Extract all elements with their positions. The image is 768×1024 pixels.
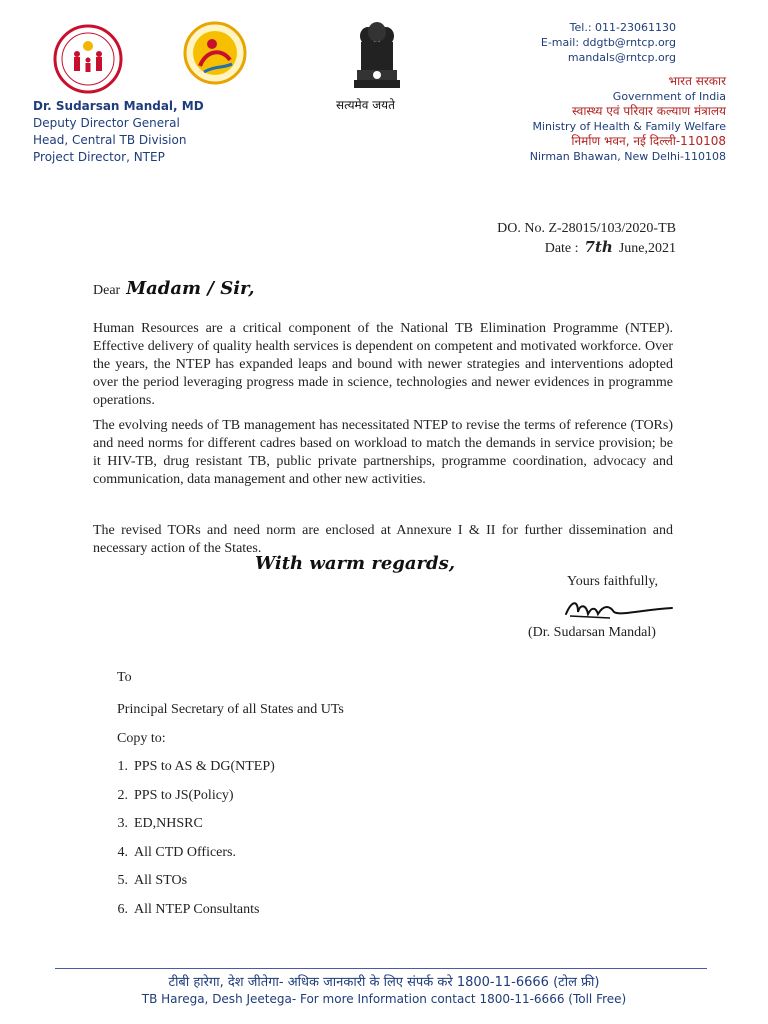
officer-designation-2: Head, Central TB Division — [33, 133, 187, 147]
list-item — [112, 816, 275, 845]
officer-name: Dr. Sudarsan Mandal, MD — [33, 99, 204, 113]
govt-english-3: Nirman Bhawan, New Delhi-110108 — [529, 150, 726, 163]
officer-block — [33, 98, 204, 166]
list-item-number: 4. — [117, 844, 128, 860]
list-item — [112, 759, 275, 788]
body-paragraph-1: Human Resources are a critical component of the National TB Elimination Programme (NTEP). Effective delivery of quality health services is dependent on competent and motivated workforce. Over the years, the NTEP has expanded leaps and bound with newer strategies and interventions adopted over the period leveraging progress made in science, technologies and newer evidences in programme operations. — [93, 321, 673, 408]
govt-hindi-1: भारत सरकार — [668, 74, 726, 88]
list-item-text: All CTD Officers. — [134, 844, 236, 860]
signer-name: (Dr. Sudarsan Mandal) — [528, 625, 656, 640]
government-block — [530, 74, 726, 164]
govt-english-1: Government of India — [612, 90, 726, 103]
closing: Yours faithfully, — [567, 574, 659, 589]
list-item — [112, 902, 275, 931]
salutation — [93, 278, 254, 299]
nhm-logo-icon — [44, 24, 132, 94]
govt-hindi-2: स्वास्थ्य एवं परिवार कल्याण मंत्रालय — [571, 104, 726, 118]
salutation-handwritten: Madam / Sir, — [126, 278, 255, 299]
govt-english-2: Ministry of Health & Family Welfare — [532, 120, 726, 133]
list-item — [112, 845, 275, 874]
officer-designation-1: Deputy Director General — [33, 116, 180, 130]
date-label: Date : — [544, 241, 579, 256]
contact-tel: Tel.: 011-23061130 — [569, 21, 676, 34]
do-number: DO. No. Z-28015/103/2020-TB — [497, 221, 676, 236]
body-paragraph-3: The revised TORs and need norm are enclosed at Annexure I & II for further dissemination and necessary action of the States. — [93, 523, 673, 556]
list-item-text: All NTEP Consultants — [134, 901, 260, 917]
list-item-number: 2. — [117, 787, 128, 803]
state-emblem-icon — [348, 22, 406, 94]
list-item — [112, 788, 275, 817]
list-item-number: 5. — [117, 873, 128, 889]
copy-to-label: Copy to: — [117, 731, 166, 746]
ntep-logo-icon — [182, 20, 248, 86]
list-item-number: 1. — [117, 759, 128, 774]
list-item — [112, 873, 275, 902]
list-item-text: PPS to JS(Policy) — [134, 787, 234, 803]
signature-icon — [560, 594, 680, 629]
govt-hindi-3: निर्माण भवन, नई दिल्ली-110108 — [571, 134, 726, 148]
list-item-number: 3. — [117, 816, 128, 832]
body-paragraph-2: The evolving needs of TB management has necessitated NTEP to revise the terms of reference (TORs) and need norms for different cadres based on workload to match the demands in service provision; be it HIV-TB, drug resistant TB, public private partnerships, programme coordination, advocacy and communication, data management and other new activities. — [93, 418, 673, 487]
list-item-number: 6. — [117, 901, 128, 917]
list-item-text: ED,NHSRC — [134, 816, 203, 832]
emblem-motto: सत्यमेव जयते — [336, 98, 395, 112]
contact-email-1: E-mail: ddgtb@rntcp.org — [540, 36, 676, 49]
officer-designation-3: Project Director, NTEP — [33, 150, 165, 164]
date-rest: June,2021 — [618, 241, 676, 256]
footer-english: TB Harega, Desh Jeetega- For more Information contact 1800-11-6666 (Toll Free) — [141, 992, 627, 1006]
contact-block — [541, 20, 676, 65]
date-day: 7th — [584, 238, 613, 256]
copy-list — [112, 759, 275, 931]
to-label: To — [117, 670, 132, 685]
to-addressee: Principal Secretary of all States and UTs — [117, 702, 344, 717]
footer-divider — [55, 968, 707, 969]
footer-hindi: टीबी हारेगा, देश जीतेगा- अधिक जानकारी के लिए संपर्क करे 1800-11-6666 (टोल फ्री) — [168, 975, 600, 990]
list-item-text: PPS to AS & DG(NTEP) — [134, 759, 275, 774]
date-line — [497, 238, 676, 258]
reference-block — [497, 220, 676, 258]
salutation-dear: Dear — [93, 283, 121, 298]
handwritten-regards: With warm regards, — [255, 553, 456, 574]
list-item-text: All STOs — [134, 873, 188, 889]
contact-email-2: mandals@rntcp.org — [567, 51, 676, 64]
